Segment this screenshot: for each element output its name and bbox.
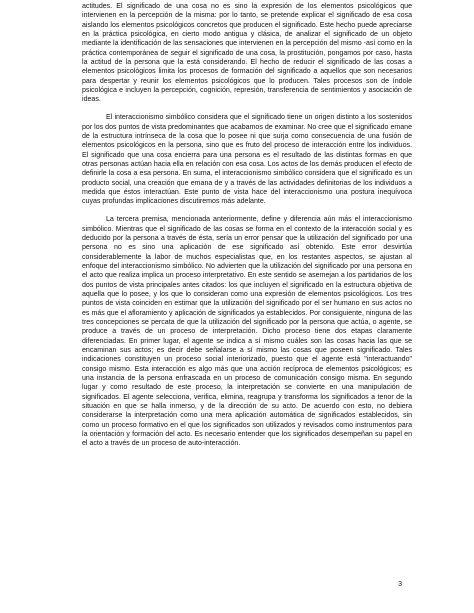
document-page <box>82 2 412 449</box>
page-number: 3 <box>398 581 402 588</box>
paragraph-1: actitudes. El significado de una cosa no es sino la expresión de los elementos psicológicos que intervienen en la percepción de la misma: por lo tanto, se pretende explicar el significado de esa cosa aislando los elementos psicológicos concretos que producen el significado. Este hecho puede apreciarse en la práctica psicológica, en cierto modo antigua y clásica, de analizar el significado de un objeto mediante la identificación de las sensaciones que intervienen en la percepción del mismo -así como en la práctica contemporánea de seguir el significado de una cosa, la prostitución, pongamos por caso, hasta la actitud de la persona que la está considerando. El hecho de reducir el significado de las cosas a elementos psicológicos limita los procesos de formación del significado a aquellos que son necesarios para despertar y reunir los elementos psicológicos que lo producen. Tales procesos son de índole psicológica e incluyen la percepción, cognición, represión, transferencia de sentimientos y asociación de ideas. <box>82 3 412 104</box>
paragraph-3: La tercera premisa, mencionada anteriormente, define y diferencia aún más el interaccionismo simbólico. Mientras que el significado de las cosas se forma en el contexto de la interacción social y es deducido por la persona a través de ésta, sería un error pensar que la utilización del significado por una persona no es sino una aplicación de ese significado así obtenido. Este error desvirtúa considerablemente la labor de muchos especialistas que, en los restantes aspectos, se ajustan al enfoque del interaccionismo simbólico. No advierten que la utilización del significado por una persona en el acto que realiza implica un proceso interpretativo. En este sentido se asemejan a los partidarios de los dos puntos de vista principales antes citados: los que incluyen el significado en la estructura objetiva de aquella que lo posee, y los que lo consideran como una expresión de elementos psicológicos. Los tres puntos de vista coinciden en estimar que la utilización del significado por el ser humano en sus actos no es más que el afloramiento y aplicación de significados ya establecidos. Por consiguiente, ninguna de las tres concepciones se percata de que la utilización del significado por la persona que actúa, o agente, se produce a través de un proceso de interpretación. Dicho proceso tiene dos etapas claramente diferenciadas. En primer lugar, el agente se indica a sí mismo cuáles son las cosas hacia las que se encaminan sus actos; es decir debe señalarse a sí mismo las cosas que poseen significado. Tales indicaciones constituyen un proceso social interiorizado, puesto que el agente está "interactuando" consigo mismo. Esta interacción es algo más que una acción recíproca de elementos psicológicos; es una instancia de la persona enfrascada en un proceso de comunicación consigo misma. En segundo lugar y como resultado de este proceso, la interpretación se convierte en una manipulación de significados. El agente selecciona, verifica, elimina, reagrupa y transforma los significados a tenor de la situación en que se halla inmerso, y de la dirección de su acto. De acuerdo con esto, no debiera considerarse la interpretación como una mera aplicación automática de significados establecidos, sin como un proceso formativo en el que los significados son utilizados y revisados como instrumentos para la orientación y formación del acto. Es necesario entender que los significados desempeñan su papel en el acto a través de un proceso de auto-interacción. <box>82 216 412 448</box>
paragraph-2: El interaccionismo simbólico considera que el significado tiene un origen distinto a los sostenidos por los dos puntos de vista predominantes que acabamos de examinar. No cree que el significado emane de la estructura intrínseca de la cosa que lo posee ni que surja como consecuencia de una fusión de elementos psicológicos en la persona, sino que es fruto del proceso de interacción entre los individuos. El significado que una cosa encierra para una persona es el resultado de las distintas formas en que otras personas actúan hacia ella en relación con esa cosa. Los actos de los demás producen el efecto de definirle la cosa a esa persona. En suma, el interaccionismo simbólico considera que el significado es un producto social, una creación que emana de y a través de las actividades definitorias de los individuos a medida que éstos interactúan. Este punto de vista hace del interaccionismo una postura inequívoca cuyas profundas implicaciones discutiremos más adelante. <box>82 114 412 206</box>
